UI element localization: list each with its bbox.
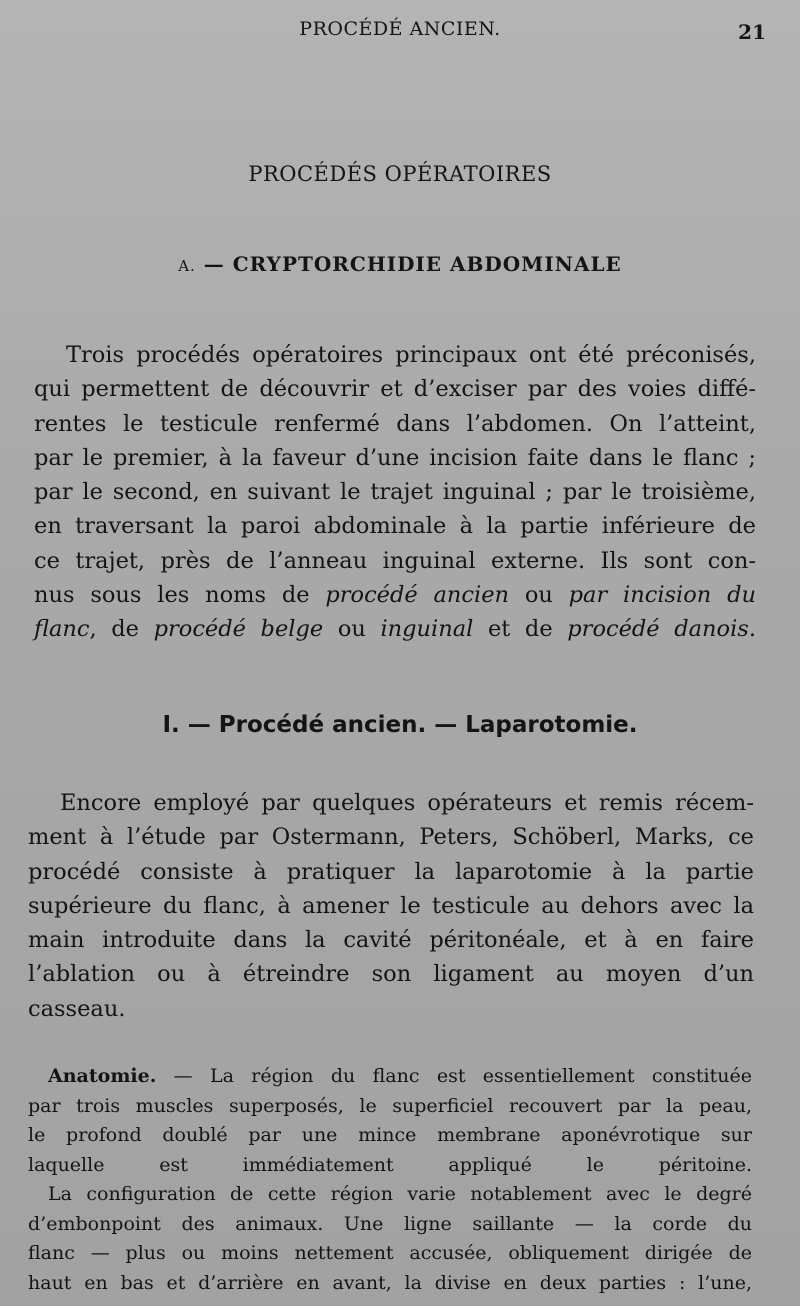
- paragraph-configuration: [28, 1180, 752, 1298]
- text-line: qui permettent de découvrir et d’exciser par des voies diffé-: [34, 376, 756, 403]
- text-line: Trois procédés opératoires principaux ont été préconisés,: [66, 342, 756, 368]
- text-run: ou: [509, 582, 569, 609]
- text-line: supérieure du flanc, à amener le testicule au dehors avec la: [28, 892, 754, 919]
- italic-term: procédé belge: [153, 616, 324, 643]
- text-line: d’embonpoint des animaux. Une ligne saillante — la corde du: [28, 1212, 752, 1235]
- italic-term: par incision du: [568, 582, 756, 609]
- italic-term: flanc: [34, 616, 90, 643]
- text-line: [34, 578, 756, 612]
- text-line: par trois muscles superposés, le superficiel recouvert par la peau,: [28, 1094, 752, 1117]
- lead-term: Anatomie.: [48, 1065, 157, 1087]
- subsection-dash: —: [203, 252, 225, 276]
- text-run: , de: [89, 616, 154, 643]
- text-line: Encore employé par quelques opérateurs et remis récem-: [60, 790, 754, 816]
- text-line: le profond doublé par une mince membrane aponévrotique sur: [28, 1124, 752, 1146]
- heading-procede-ancien: I. — Procédé ancien. — Laparotomie.: [162, 712, 638, 738]
- section-title: PROCÉDÉS OPÉRATOIRES: [248, 162, 552, 186]
- text-run: .: [748, 616, 756, 643]
- text-run: ou: [323, 616, 381, 643]
- text-line: en traversant la paroi abdominale à la partie inférieure de: [34, 513, 756, 540]
- text-run: — La région du flanc est essentiellement constituée: [156, 1065, 752, 1087]
- text-line: haut en bas et d’arrière en avant, la divise en deux parties : l’une,: [28, 1271, 752, 1294]
- text-line: casseau.: [28, 995, 126, 1022]
- italic-term: procédé ancien: [325, 582, 510, 609]
- subsection-letter: A.: [178, 257, 196, 275]
- page-number: 21: [738, 20, 766, 44]
- subsection-title: CRYPTORCHIDIE ABDOMINALE: [232, 252, 622, 276]
- running-title: PROCÉDÉ ANCIEN.: [299, 18, 501, 40]
- italic-term: inguinal: [380, 616, 474, 643]
- running-head: [0, 14, 800, 44]
- paragraph-procede: [28, 786, 754, 1026]
- italic-term: procédé danois: [567, 616, 749, 643]
- text-line: [34, 612, 756, 646]
- text-line: l’ablation ou à étreindre son ligament au moyen d’un: [28, 961, 754, 988]
- text-line: par le premier, à la faveur d’une incision faite dans le flanc ;: [34, 444, 756, 471]
- subsection-heading: [0, 252, 800, 276]
- text-run: nus sous les noms de: [34, 582, 326, 609]
- text-line: [28, 1062, 752, 1092]
- text-line: main introduite dans la cavité péritonéale, et à en faire: [28, 927, 754, 954]
- text-line: procédé consiste à pratiquer la laparotomie à la partie: [28, 858, 754, 885]
- text-line: rentes le testicule renfermé dans l’abdomen. On l’atteint,: [34, 410, 756, 437]
- text-line: La configuration de cette région varie notablement avec le degré: [48, 1183, 752, 1205]
- paragraph-anatomie: [28, 1062, 752, 1180]
- text-line: ce trajet, près de l’anneau inguinal externe. Ils sont con-: [34, 547, 756, 574]
- text-line: flanc — plus ou moins nettement accusée, obliquement dirigée de: [28, 1242, 752, 1264]
- text-run: et de: [473, 616, 568, 643]
- paragraph-intro: [34, 338, 756, 647]
- text-line: ment à l’étude par Ostermann, Peters, Schöberl, Marks, ce: [28, 824, 754, 851]
- text-line: laquelle est immédiatement appliqué le péritoine.: [28, 1153, 752, 1176]
- text-line: par le second, en suivant le trajet inguinal ; par le troisième,: [34, 479, 756, 506]
